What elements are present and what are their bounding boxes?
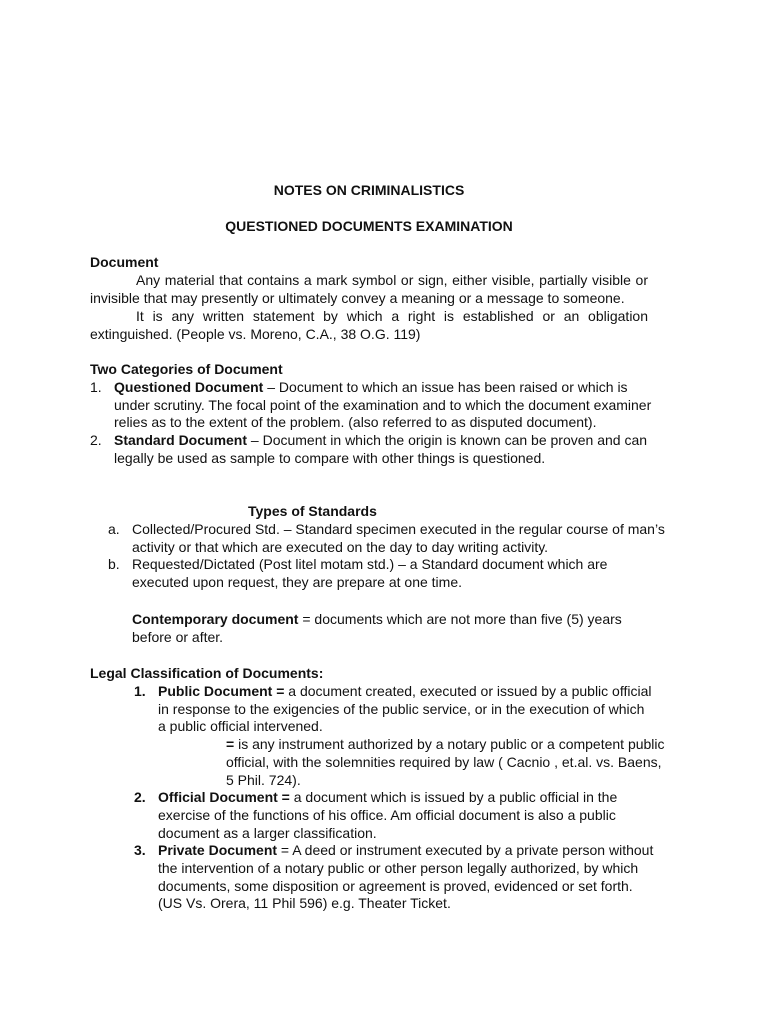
contemporary-document-note [132, 611, 662, 646]
section-heading-document: Document [90, 254, 159, 270]
equals-sign: = [226, 736, 235, 753]
term-questioned-document: Questioned Document [114, 379, 264, 395]
document-definition-paragraph: Any material that contains a mark symbol or sign, either visible, partially visible or invisible that may presently or ultimately convey a meaning or a message to someone. [90, 272, 648, 306]
definition-text: a document created, executed or issued by a public official in response to the exigencies of the public service, or in the execution of which a public official intervened. [158, 683, 652, 735]
section-heading-legal: Legal Classification of Documents: [90, 665, 324, 681]
definition-text: – Document in which the origin is known can be proven and can legally be used as sample to compare with other things is questioned. [114, 432, 648, 466]
list-item [134, 789, 654, 842]
list-item-body [158, 842, 654, 913]
list-marker: 2. [90, 432, 102, 449]
list-marker: 1. [90, 379, 102, 395]
list-item [90, 432, 658, 467]
list-item [90, 379, 658, 432]
list-item-body: Requested/Dictated (Post litel motam std.) – a Standard document which are executed upon request, they are prepare at one time. [132, 556, 608, 591]
page-subtitle: QUESTIONED DOCUMENTS EXAMINATION [225, 218, 513, 234]
section-heading-categories: Two Categories of Document [90, 361, 283, 377]
document-statement-paragraph: It is any written statement by which a right is established or an obligation extinguished. (People vs. Moreno, C.A., 38 O.G. 119) [90, 308, 648, 342]
list-item [108, 556, 652, 591]
page-title: NOTES ON CRIMINALISTICS [273, 182, 465, 198]
list-item [134, 683, 665, 789]
term-standard-document: Standard Document [114, 432, 248, 449]
public-document-second-definition [158, 736, 666, 789]
list-marker: a. [108, 521, 120, 537]
standards-list [108, 521, 668, 592]
list-item [134, 842, 654, 913]
definition-text: = A deed or instrument executed by a private person without the intervention of a notary public or other person legally authorized, by which documents, some disposition or agreement is proved, evidenced or set forth. (US Vs. Orera, 11 Phil 596) e.g. Theater Ticket. [158, 842, 654, 912]
definition-text: a document which is issued by a public official in the exercise of the functions of his office. Am official document is also a public document as a larger classification. [158, 789, 618, 841]
section-heading-standards: Types of Standards [248, 503, 377, 519]
list-item-body [158, 789, 654, 842]
term-contemporary-document: Contemporary document [132, 611, 299, 627]
list-item-body [114, 379, 658, 432]
definition-text: is any instrument authorized by a notary public or a competent public official, with the solemnities required by law ( Cacnio , et.al. vs. Baens, 5 Phil. 724). [226, 736, 665, 788]
term-official-document: Official Document = [158, 789, 290, 806]
term-private-document: Private Document [158, 842, 278, 859]
list-marker: 2. [134, 789, 146, 806]
list-marker: 1. [134, 683, 146, 699]
list-item-body [114, 432, 658, 467]
legal-classification-list [134, 683, 665, 913]
list-marker: b. [108, 556, 120, 573]
list-item-body [158, 683, 654, 736]
term-public-document: Public Document = [158, 683, 285, 699]
list-item [108, 521, 668, 556]
definition-text: – Document to which an issue has been raised or which is under scrutiny. The focal point of the examination and to which the document examiner relies as to the extent of the problem. (also referred to as disputed document). [114, 379, 652, 431]
definition-text: = documents which are not more than five (5) years before or after. [132, 611, 622, 645]
categories-list [90, 379, 658, 468]
list-marker: 3. [134, 842, 146, 859]
list-item-body: Collected/Procured Std. – Standard specimen executed in the regular course of man’s activity or that which are executed on the day to day writing activity. [132, 521, 665, 555]
